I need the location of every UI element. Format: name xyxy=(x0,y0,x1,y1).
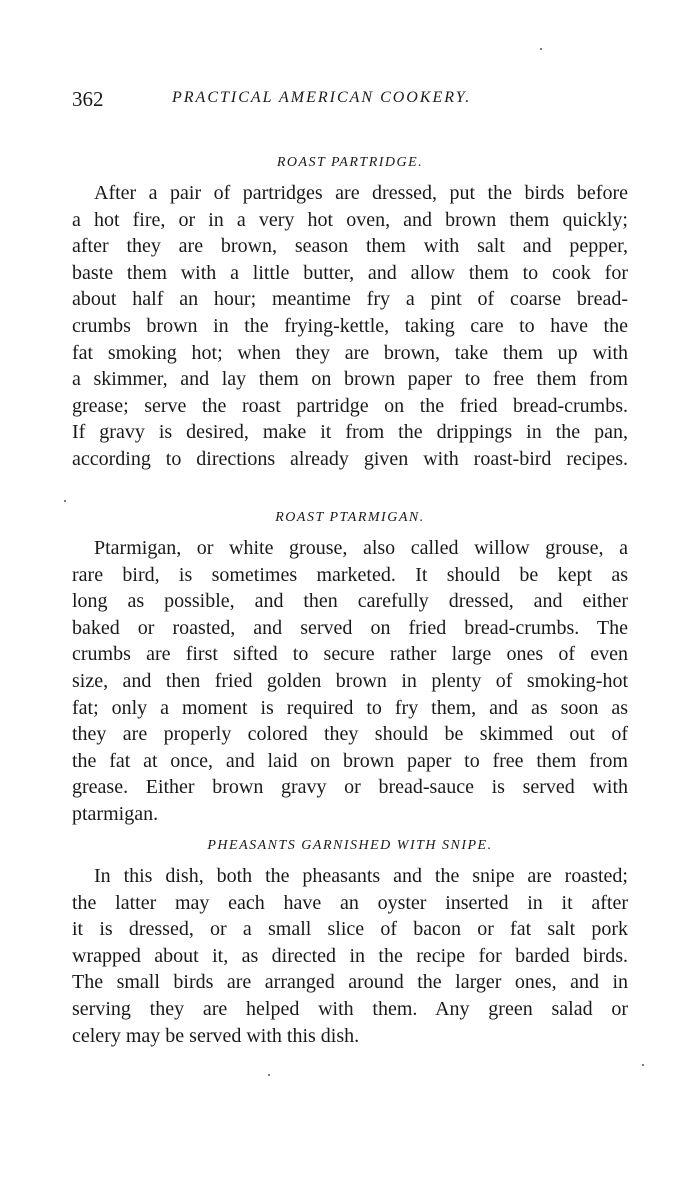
text-line: long as possible, and then carefully dressed, and either xyxy=(72,590,628,613)
recipe-pheasants-garnished-with-snipe xyxy=(72,835,628,1049)
page-number: 362 xyxy=(72,87,104,111)
text-line: After a pair of partridges are dressed, put the birds before xyxy=(94,182,628,204)
text-line: If gravy is desired, make it from the drippings in the pan, xyxy=(72,421,628,444)
text-line: the fat at once, and laid on brown paper to free them from xyxy=(72,749,628,772)
text-line: about half an hour; meantime fry a pint of coarse bread- xyxy=(72,288,628,311)
recipe-heading: ROAST PTARMIGAN. xyxy=(275,510,425,525)
print-speck xyxy=(540,48,542,50)
book-title: PRACTICAL AMERICAN COOKERY. xyxy=(172,89,472,106)
print-speck xyxy=(268,1074,270,1076)
text-line: serving they are helped with them. Any green salad or xyxy=(72,997,628,1020)
text-line: size, and then fried golden brown in plenty of smoking-hot xyxy=(72,669,628,692)
text-line: after they are brown, season them with salt and pepper, xyxy=(72,235,628,258)
text-line: baked or roasted, and served on fried bread-crumbs. The xyxy=(72,616,628,639)
print-speck xyxy=(642,1064,644,1066)
text-line: according to directions already given with roast-bird recipes. xyxy=(72,447,628,470)
text-line: it is dressed, or a small slice of bacon or fat salt pork xyxy=(72,918,628,941)
text-line: Ptarmigan, or white grouse, also called willow grouse, a xyxy=(94,537,628,559)
text-line: baste them with a little butter, and allow them to cook for xyxy=(72,261,628,284)
text-line: The small birds are arranged around the larger ones, and in xyxy=(72,971,628,994)
text-line: In this dish, both the pheasants and the snipe are roasted; xyxy=(94,865,628,887)
text-line: wrapped about it, as directed in the recipe for barded birds. xyxy=(72,944,628,967)
recipe-roast-ptarmigan xyxy=(72,507,628,828)
book-page xyxy=(72,0,628,1199)
recipe-body xyxy=(72,535,628,828)
text-line: grease. Either brown gravy or bread-sauce is served with xyxy=(72,776,628,799)
text-line: crumbs brown in the frying-kettle, taking care to have the xyxy=(72,314,628,337)
recipe-roast-partridge xyxy=(72,152,628,473)
print-speck xyxy=(64,500,66,502)
text-line: ptarmigan. xyxy=(72,802,159,825)
text-line: fat smoking hot; when they are brown, take them up with xyxy=(72,341,628,364)
text-line: fat; only a moment is required to fry them, and as soon as xyxy=(72,696,628,719)
text-line: rare bird, is sometimes marketed. It should be kept as xyxy=(72,563,628,586)
recipe-body xyxy=(72,180,628,473)
recipe-body xyxy=(72,863,628,1049)
text-line: a skimmer, and lay them on brown paper to free them from xyxy=(72,368,628,391)
text-line: crumbs are first sifted to secure rather large ones of even xyxy=(72,643,628,666)
text-line: celery may be served with this dish. xyxy=(72,1024,360,1047)
running-head xyxy=(72,87,628,115)
text-line: the latter may each have an oyster inserted in it after xyxy=(72,891,628,914)
text-line: grease; serve the roast partridge on the fried bread-crumbs. xyxy=(72,394,628,417)
text-line: a hot fire, or in a very hot oven, and brown them quickly; xyxy=(72,208,628,231)
recipe-heading: ROAST PARTRIDGE. xyxy=(276,155,424,170)
text-line: they are properly colored they should be skimmed out of xyxy=(72,723,628,746)
recipe-heading: PHEASANTS GARNISHED WITH SNIPE. xyxy=(207,838,493,853)
